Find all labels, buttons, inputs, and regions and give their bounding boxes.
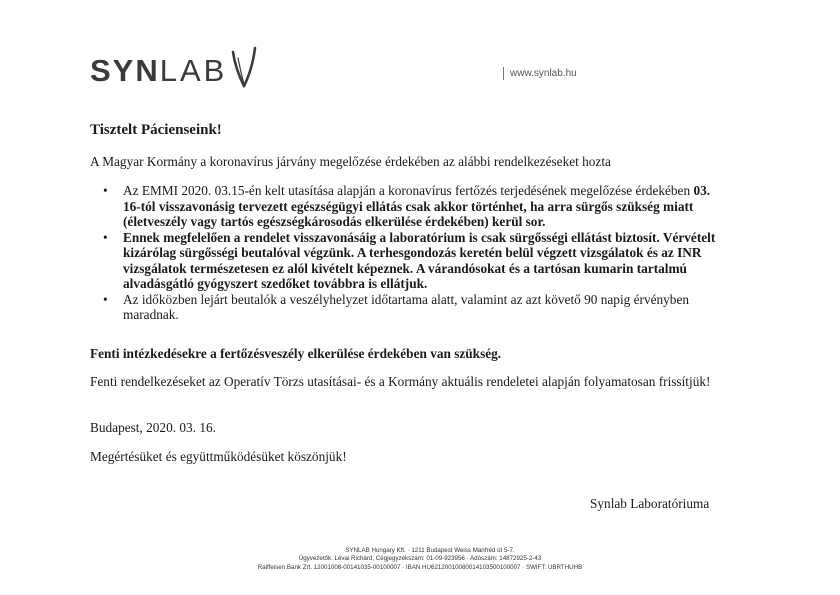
signature: Synlab Laboratóriuma <box>590 496 710 511</box>
date-line: Budapest, 2020. 03. 16. <box>90 420 216 435</box>
logo-wordmark <box>90 55 227 86</box>
thanks-line: Megértésüket és együttműködésüket köszönjük! <box>90 449 347 464</box>
bullet1-bold-text: 03. 16-tól visszavonásig tervezett egészségügyi ellátás csak akkor történhet, ha arra sürgős szükség miatt (életveszély vagy tartós egészségkárosodás elkerülése érdekében) kerül sor. <box>123 183 711 229</box>
synlab-logo <box>90 44 259 86</box>
list-item <box>103 230 723 292</box>
footer-bank-line: Raiffeisen Bank Zrt. 12001008-00141035-00100007 · IBAN HU62120010080014103500100007 · SWIFT: UBRTHUHB <box>257 563 583 571</box>
list-item <box>103 183 723 230</box>
website-link[interactable] <box>503 67 577 80</box>
footer <box>0 547 840 572</box>
bullet-dot: • <box>103 183 108 198</box>
footer-registration-line: Ügyvezetők: Lévai Richárd, Cégjegyzékszám: 01-09-923956 · Adószám: 14872925-2-43 <box>298 555 542 563</box>
bullet2-bold-text: Ennek megfelelően a rendelet visszavonásáig a laboratórium is csak sürgősségi ellátást biztosít. Vérvételt kizárólag sürgősségi beutalóval végzünk. A terhesgondozás keretén belül végzett vizsgálatok és az INR vizsgálatok természetesen ez alól kivételt képeznek. A várandósokat és a tartósan kumarin tartalmú alvadásgátló gyógyszert szedőket továbbra is ellátjuk. <box>123 229 716 291</box>
list-item <box>103 292 723 323</box>
intro-paragraph: A Magyar Kormány a koronavírus járvány megelőzése érdekében az alábbi rendelkezéseket hozta <box>90 154 611 169</box>
greeting: Tisztelt Pácienseink! <box>90 122 222 138</box>
bold-paragraph: Fenti intézkedésekre a fertőzésveszély elkerülése érdekében van szükség. <box>90 346 502 361</box>
logo-text-light: LAB <box>159 53 228 88</box>
website-text: www.synlab.hu <box>510 68 577 80</box>
logo-text-bold: SYN <box>90 53 160 88</box>
bullet1-normal-text: Az EMMI 2020. 03.15-én kelt utasítása alapján a koronavírus fertőzés terjedésének megelőzése érdekében <box>123 183 694 198</box>
bullet3-text: Az időközben lejárt beutalók a veszélyhelyzet időtartama alatt, valamint az azt követő 90 napig érvényben maradnak. <box>123 291 689 322</box>
synlab-leaf-mark-icon <box>229 44 259 88</box>
update-paragraph: Fenti rendelkezéseket az Operatív Törzs utasításai- és a Kormány aktuális rendeletei alapján folyamatosan frissítjük! <box>90 374 711 389</box>
bullet-list <box>103 183 723 323</box>
footer-company-line: SYNLAB Hungary Kft. · 1211 Budapest Weiss Manfréd út 5-7. <box>345 547 515 554</box>
bullet-dot: • <box>103 291 108 307</box>
bullet-dot: • <box>103 229 108 245</box>
separator <box>503 67 504 80</box>
